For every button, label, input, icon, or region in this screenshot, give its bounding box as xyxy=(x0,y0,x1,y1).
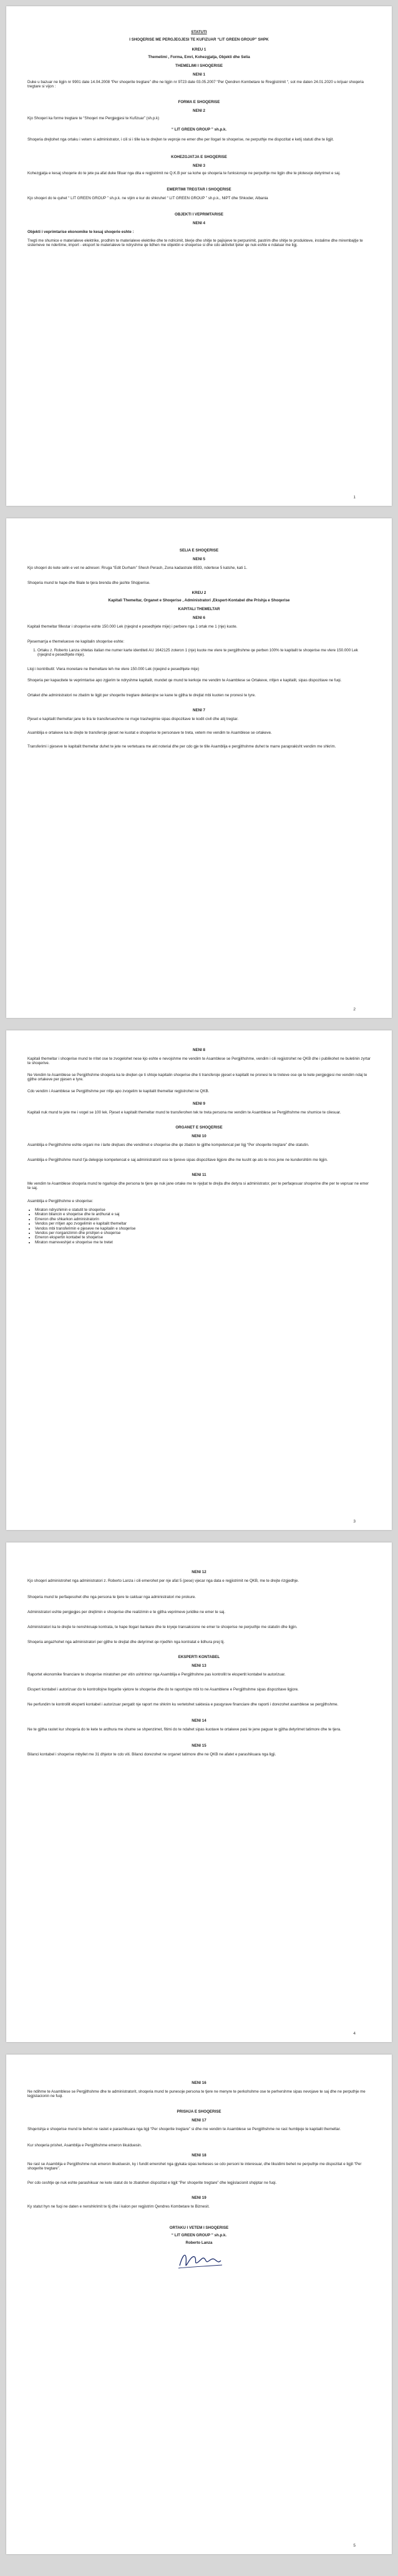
paragraph: Per cdo ceshtje qe nuk eshte parashikuar ne kete statut do te zbatohen dispozitat e ligjit “Per shoqerite tregtare” dhe legjislacionit shqiptar ne fuqi. xyxy=(27,2181,277,2185)
paragraph: Pjeset e kapitalit themeltar jane te lira te transferueshme ne rruge trashegimie sipas dispozitave te kodit civil dhe atij tregtar. xyxy=(27,717,239,721)
article-heading: NENI 4 xyxy=(193,221,205,225)
paragraph: Asamblija e Pergjithshme e shoqerise: xyxy=(27,1199,94,1203)
paragraph: Ortaket dhe administratori ne zbatim te ligjit per shoqerite tregtare deklarojne se kane te gjitha te drejtat mbi kuoten ne pronesi te tyre. xyxy=(27,693,256,698)
list-item: • Miraton ndryshimin e statutit te shoqerise xyxy=(35,1208,371,1212)
page-number: 5 xyxy=(353,2544,356,2548)
list-item: • Vendos per rritjen apo zvogelimin e kapitalit themeltar xyxy=(35,1221,371,1226)
company-name: “ LIT GREEN GROUP ” sh.p.k. xyxy=(171,127,227,132)
paragraph: Shoqeria drejtohet nga ortaku i vetem si administrator, i cili si i tille ka te drejten te veproje ne emer dhe per llogari te shoqerise, ne perputhje me dispozitat e ketij statuti dhe te ligjit. xyxy=(27,137,334,142)
list-item: • Emeron ekspertin kontabel te shoqerise xyxy=(35,1235,371,1240)
article-heading: NENI 15 xyxy=(192,1744,206,1748)
page-number: 4 xyxy=(353,2031,356,2036)
article-heading: NENI 7 xyxy=(193,708,205,713)
paragraph: Ne Vendim te Asamblese se Pergjithshme shoqeria ka te drejten qe ti shtoje kapitalin shoqerise dhe ti transferoje pjeset e kapitalit ne pronesi te te treteve ose qe te kete pergjegjesi me vendim ndaj te gjithe ortakeve per pjesen e tyre. xyxy=(27,1073,367,1082)
section-heading: PRISHJA E SHOQERISE xyxy=(177,2110,221,2114)
paragraph: Objekti i veprimtarise ekonomike te kesaj shoqerie eshte : xyxy=(27,230,134,234)
chapter-heading: KREU 1 xyxy=(192,47,206,52)
document-subtitle: I SHOQERISE ME PERGJEGJESI TE KUFIZUAR “LIT GREEN GROUP” SHPK xyxy=(129,37,269,42)
document-page-5 xyxy=(6,2055,392,2554)
paragraph: Administratori ka te drejte te nenshkruaje kontrata, te hape llogari bankare dhe te kryeje transaksione ne emer te shoqerise ne perputhje me statutin dhe ligjin. xyxy=(27,1625,298,1629)
paragraph: Ne perfundim te kontrollit eksperti kontabel i autorizuar pergatit nje raport me shkrim ku vertetohet saktesia e pasqyrave financiare dhe raporti i dorezohet asamblese se pergjithshme. xyxy=(27,1702,339,1707)
signatory-heading: ORTAKU I VETEM I SHOQERISE xyxy=(169,2226,229,2230)
paragraph: Shoqeria mund te hape dhe filiale te tjera brenda dhe jashte Shqiperise. xyxy=(27,581,150,585)
paragraph: Cdo vendim i Asamblese se Pergjithshme per rritje apo zvogelim te kapitalit themeltar regjistrohet ne QKB. xyxy=(27,1089,210,1093)
article-heading: NENI 11 xyxy=(192,1173,206,1177)
article-heading: NENI 9 xyxy=(193,1102,205,1106)
paragraph: Asamblija e Pergjithshme eshte organi me i larte drejtues dhe vendimet e shoqerise dhe qe zbaton te gjithe kompetencat per ligj “Per shoqerite tregtare” dhe statutin. xyxy=(27,1143,309,1147)
list-item: • Emeron dhe shkarkon administratorin xyxy=(35,1217,371,1221)
section-heading: EKSPERTI KONTABEL xyxy=(178,1655,220,1659)
page-number: 1 xyxy=(353,495,356,500)
paragraph: Kapitali themeltar i shoqerise mund te rritet ose te zvogelohet nese kjo eshte e nevojshme me vendim te Asamblese se Pergjithshme, vendim i cili regjistrohet ne QKB dhe i publikohet ne buletinin zyrtar te shoqerive. xyxy=(27,1057,371,1066)
document-page-2 xyxy=(6,518,392,1018)
section-heading: KOHEZGJATJA E SHOQERISE xyxy=(171,155,227,159)
paragraph: Ekspert kontabel i autorizuar do te kontrollojne llogarite vjetore te shoqerise dhe do te raportojne mbi to ne Asamblene e Pergjithshme sipas dispozitave ligjore. xyxy=(27,1687,299,1692)
section-heading: SELIA E SHOQERISE xyxy=(179,548,219,553)
list-item: • Miraton bilancin e shoqerise dhe te ardhurat e saj xyxy=(35,1212,371,1216)
paragraph: Kjo Shoqeri ka forme tregtare te “Shoqeri me Pergjegjesi te Kufizuar” (sh.p.k) xyxy=(27,116,160,121)
paragraph: Ne te gjitha rastet kur shoqeria do te kete te ardhura me shume se shpenzimet, fitimi do te ndahet sipas kuotave te ortakeve pasi te jene paguar te gjitha detyrimet tatimore dhe te tjera. xyxy=(27,1727,341,1732)
chapter-heading: KREU 2 xyxy=(192,591,206,595)
paragraph: Pjesemarrja e themeluesve ne kapitalin shoqerise eshte: xyxy=(27,639,125,644)
paragraph: Shoqeria per kapacitete te veprimtarise apo zgjerim te ndryshme kapitalit, mundet qe mund te kerkoje me vendim te Asamblese se Ortakeve, rritjen e kapitalit, sipas dispozitave ne fuqi. xyxy=(27,678,342,683)
article-heading: NENI 10 xyxy=(192,1134,206,1138)
list-item: • Miraton marreveshjet e shoqerise me te tretet xyxy=(35,1240,371,1245)
paragraph: Kur shoqeria prishet, Asamblija e Pergjithshme emeron likuiduesin. xyxy=(27,2143,142,2148)
paragraph: Ky statut hyn ne fuqi ne daten e nenshkrimit te tij dhe i kalon per regjistrim Qendres Kombetare te Biznesit. xyxy=(27,2204,210,2209)
list-item: 1. Ortaku z. Roberto Lanza shtetas italian me numer karte identiteti AU 1642125 zoteron 1 (nje) kuote me vlere te pergjithshme qe perben 100% te kapitalit te shoqerise me vlere 150.000 Lek (njeqind e pesedhjete mije). xyxy=(37,648,371,658)
paragraph: Shqerishja e shoqerise mund te behet ne rastet e parashikuara nga ligji “Per shoqerite tregtare” si dhe me vendim te Asamblese se Pergjithshme ne rast humbjeje te kapitalit themeltar. xyxy=(27,2127,341,2131)
paragraph: Shoqeria mund te perfaqesohet dhe nga persona te tjere te caktuar nga administratori me prokure. xyxy=(27,1595,197,1599)
page-number: 3 xyxy=(353,1519,356,1524)
paragraph: Me vendim te Asamblese shoqeria mund te ngarkoje dhe persona te tjere qe nuk jane ortake me te njejtat te drejta dhe detyra si administrator, per te perfaqesuar shoqerine dhe per te vepruar ne emer te saj. xyxy=(27,1182,369,1191)
list-item: • Vendos per riorganizimin dhe prishjen e shoqerise xyxy=(35,1231,371,1235)
paragraph: Ne ndihme te Asamblese se Pergjithshme dhe te administratorit, shoqeria mund te punesoje persona te tjere ne menyre te perkohshme ose te perhershme sipas nevojave te saj dhe ne perputhje me legjislacionin ne fuqi. xyxy=(27,2090,366,2099)
section-heading: KAPITALI THEMELTAR xyxy=(178,607,220,611)
paragraph: Raportet ekonomike financiare te shoqerise miratohen per vitin ushtrimor nga Asamblija e Pergjithshme pas kontrollit te ekspertit kontabel te autorizuar. xyxy=(27,1672,286,1677)
article-heading: NENI 1 xyxy=(193,72,205,77)
paragraph: Ne rast se Asamblija e Pergjithshme nuk emeron likuiduesin, ky i fundit emerohet nga gjykata sipas kerkeses se cdo personi te interesuar, dhe likuidimi behet ne perputhje me dispozitat e ligjit “Per shoqerite tregtare”. xyxy=(27,2162,362,2171)
article-heading: NENI 19 xyxy=(192,2196,206,2200)
paragraph: Shoqeria angazhohet nga administratori per gjithe te drejtat dhe detyrimet qe rrjedhin nga kontratat e lidhura prej tij. xyxy=(27,1640,225,1644)
signature-icon xyxy=(175,2248,225,2273)
article-heading: NENI 2 xyxy=(193,109,205,113)
paragraph: Duke u bazuar ne ligjin nr 9901 date 14.04.2008 “Per shoqerite tregtare” dhe ne ligjin nr 9723 date 03.05.2007 “Per Qendren Kombetare te Rregjistrimit “, sot me daten 24.01.2020 u krijuar shoqeria tregtare si vijon : xyxy=(27,80,364,89)
chapter-subtitle: Themelimi , Forma, Emri, Kohezgjatja, Objekti dhe Selia xyxy=(148,55,250,59)
paragraph: Kjo shoqeri do te quhet “ LIT GREEN GROUP ” sh.p.k. ne vijim e kur do shkruhet “ LIT GREEN GROUP ” sh.p.k., NIPT dhe Shkoder, Albania xyxy=(27,196,268,200)
paragraph: Lloji i kontributit: Vlera monetare ne themeltare leh me vlere 150.000 Lek (njeqind e pesedhjete mije) xyxy=(27,667,200,671)
list-item: • Vendos mbi transferimin e pjeseve ne kapitalin e shoqerise xyxy=(35,1226,371,1231)
document-page-1 xyxy=(6,6,392,506)
document-page-4 xyxy=(6,1542,392,2042)
article-heading: NENI 8 xyxy=(193,1048,205,1052)
paragraph: Kapitali themeltar fillestar i shoqerise eshte 150.000 Lek (njeqind e pesedhjete mije) i perbere nga 1 ortak me 1 (nje) kuote. xyxy=(27,624,238,629)
article-heading: NENI 12 xyxy=(192,1570,206,1574)
paragraph: Tregti me shumice e materialeve elektrike, prodhim te materialeve elektrike dhe te ndricimit, blerje dhe shitje te pajisjeve te perpunimit, pastrim dhe shitje te produkteve, instalime dhe mirembajtje te sistemeve ne ndertime, import - eksport te materialeve te ndryshme qe lidhen me objektin e shoqerise si dhe cdo aktivitet tjeter qe nuk eshte e ndaluar me ligj. xyxy=(27,239,363,248)
article-heading: NENI 18 xyxy=(192,2153,206,2158)
section-heading: EMERTIMI TREGTAR I SHOQERISE xyxy=(167,187,231,192)
paragraph: Bilanci kontabel i shoqerise mbyllet me 31 dhjetor te cdo viti. Bilanci dorezohet ne organet tatimore dhe ne QKB ne afatet e parashikuara nga ligji. xyxy=(27,1752,276,1757)
paragraph: Administratori eshte pergjegjes per drejtimin e shoqerise dhe realizimin e te gjitha veprimeve juridike ne emer te saj. xyxy=(27,1610,226,1614)
article-heading: NENI 16 xyxy=(192,2081,206,2085)
document-title: STATUTI xyxy=(191,30,207,34)
company-name: “ LIT GREEN GROUP ” sh.p.k. xyxy=(171,2233,227,2238)
article-heading: NENI 3 xyxy=(193,164,205,168)
section-heading: ORGANET E SHOQERISE xyxy=(175,1125,223,1130)
chapter-subtitle: Kapitali Themeltar, Organet e Shoqerise , Administratori ,Ekspert-Kontabel dhe Prishja e Shoqerise xyxy=(108,598,290,603)
paragraph: Kjo shoqeri administrohet nga administratori z. Roberto Lanza i cili emerohet per nje afat 5 (pese) vjecar nga data e regjistrimit ne QKB, me te drejte rizgjedhje. xyxy=(27,1579,299,1583)
document-page-3 xyxy=(6,1030,392,1530)
signatory-name: Roberto Lanza xyxy=(185,2241,213,2245)
paragraph: Kohezgjatja e kesaj shoqerie do te jete pa afat duke filluar nga dita e regjistrimit ne Q.K.B per sa kohe qe shoqeria te funksionoje ne perputhje me ligjin dhe te plotesoje detyrimet e saj. xyxy=(27,171,341,175)
competence-list xyxy=(27,1208,371,1245)
article-heading: NENI 14 xyxy=(192,1719,206,1723)
article-heading: NENI 5 xyxy=(193,557,205,561)
paragraph: Asamblija e ortakeve ka te drejte te transferoje pjeset ne kuotat e shoqerise te personave te treta, vetem me vendim te Asamblese se ortakeve. xyxy=(27,731,272,735)
article-heading: NENI 17 xyxy=(192,2118,206,2123)
page-number: 2 xyxy=(353,1007,356,1012)
paragraph: Kapitali nuk mund te jete me i vogel se 100 lek. Pjeset e kapitalit themeltar mund te transferohen tek te treta persona me vendim te Asamblese se Pergjithshme me shumice te cilesuar. xyxy=(27,1110,341,1115)
section-heading: FORMA E SHOQERISE xyxy=(178,100,220,104)
article-heading: NENI 6 xyxy=(193,616,205,620)
section-heading: THEMELIMI I SHOQERISE xyxy=(175,64,223,68)
paragraph: Kjo shoqeri do kete selin e vet ne adresen: Rruga “Edit Durham” Shesh Perash, Zona kadastrale 8593, ndertese 5 katshe, kati 1. xyxy=(27,566,248,570)
section-heading: OBJEKTI I VEPRIMTARISE xyxy=(175,212,223,217)
paragraph: Transferimi i pjeseve te kapitalit themeltar duhet te jete ne vertetuara me akt noterial dhe per cdo gje te tille Asamblija e pergjithshme duhet te marre paraprakisht vendim me shkrim. xyxy=(27,744,336,749)
shareholder-list xyxy=(27,648,371,658)
paragraph: Asamblija e Pergjithshme mund t'ja delegoje kompetencat e saj administratorit ose te tjereve sipas dispozitave ligjore dhe me kusht qe ato te mos jene ne kundershtim me ligjin. xyxy=(27,1158,328,1162)
article-heading: NENI 13 xyxy=(192,1664,206,1668)
